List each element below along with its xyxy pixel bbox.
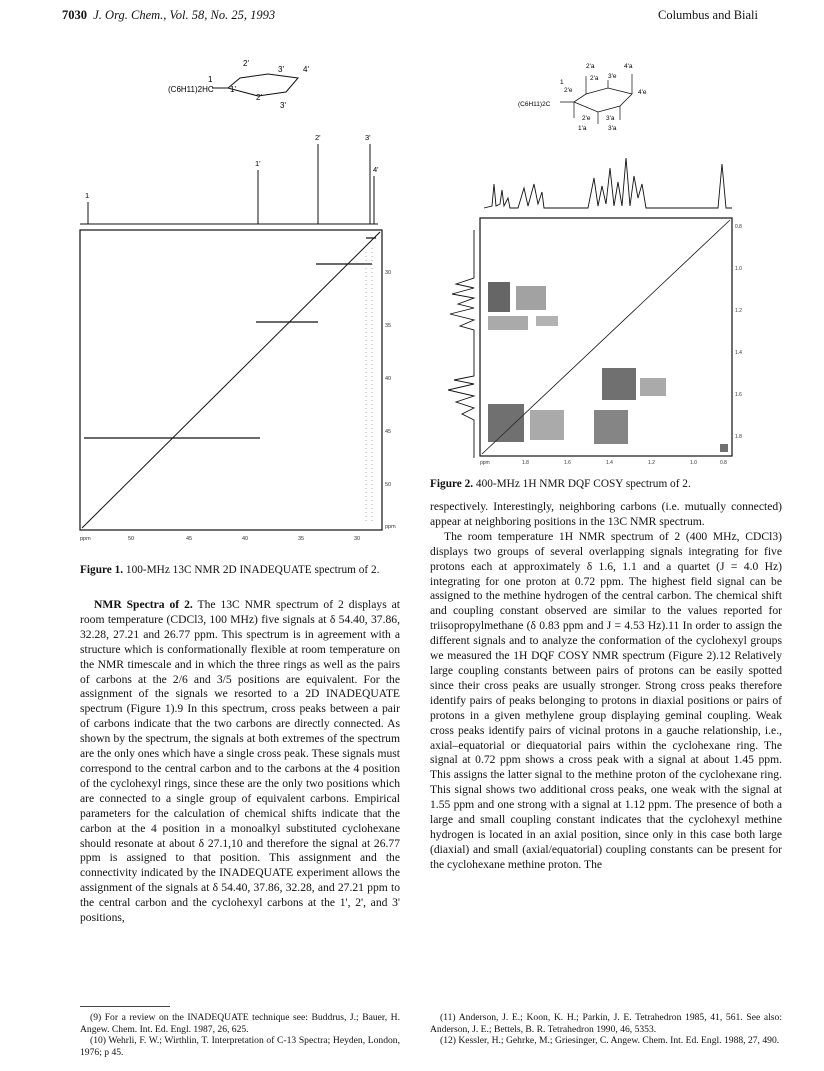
cross-peak-cluster (594, 410, 628, 444)
y-tick: 30 (385, 270, 392, 276)
right-column-text (430, 500, 782, 873)
y-tick: 40 (385, 376, 392, 382)
structure-label-4p: 4' (303, 65, 309, 74)
left-paragraph-1: The 13C NMR spectrum of 2 displays at room temperature (CDCl3, 100 MHz) five signals at δ 54.40, 37.86, 32.28, 27.21 and 26.77 ppm. This spectrum is in agreement with a structure which is conformationally flexible at room temperature on the NMR timescale and in which the three rings as well as the pairs of carbons at the 2/6 and 3/5 positions are equivalent. For the assignment of the signals we resorted to a 2D INADEQUATE spectrum (Figure 1).9 In this spectrum, cross peaks between a pair of carbons indicate that the two carbons are directly connected. As shown by the spectrum, the signals at both extremes of the spectrum are the only ones which have a single cross peak. These signals must correspond to the central carbon and to the carbons at the 4 position of the cyclohexyl rings, since these are the only two positions which are connected to a single group of equivalent carbons. Empirical parameters for the calculation of chemical shifts indicate that the carbon at the 4 position in a monoalkyl substituted cyclohexane should resonate at about δ 27.1,10 and therefore the signal at 26.77 ppm is assigned to that position. This assignment and the connectivity indicated by the INADEQUATE experiment allows the assignment of the signals at δ 54.40, 37.86, 32.28, and 27.21 ppm to the central carbon and the cyclohexyl carbons at the 1', 2', and 3' positions, (80, 598, 400, 925)
figure2-top-projection (484, 158, 732, 208)
cross-peak-cluster (720, 444, 728, 452)
figure1-caption-text: 100-MHz 13C NMR 2D INADEQUATE spectrum of 2. (125, 564, 380, 576)
figure2-cosy-spectrum (448, 58, 778, 468)
structure-label: 4'a (624, 63, 633, 70)
x-tick: 1.0 (690, 460, 697, 466)
structure-label: 1'a (578, 125, 587, 132)
figure2-cross-peak-clusters (488, 282, 728, 452)
x-tick: 50 (128, 536, 135, 542)
footnote-10: (10) Wehrli, F. W.; Wirthlin, T. Interpretation of C-13 Spectra; Heyden, London, 1976; p 45. (80, 1035, 400, 1058)
figure1-inadequate-spectrum (60, 52, 400, 552)
peak-label-2p: 2' (315, 133, 321, 142)
figure1-structure (168, 59, 309, 110)
figure1-x-axis (80, 536, 360, 542)
y-tick: 1.0 (735, 266, 742, 272)
y-tick: 0.8 (735, 224, 742, 230)
y-tick: 1.4 (735, 350, 742, 356)
y-tick: 50 (385, 482, 392, 488)
figure2-x-axis (480, 460, 727, 466)
cross-peak-cluster (530, 410, 564, 440)
x-tick: 1.6 (564, 460, 571, 466)
x-tick: 1.2 (648, 460, 655, 466)
x-tick: 40 (242, 536, 249, 542)
structure-label: 3'a (606, 115, 615, 122)
figure1-noise-columns (366, 248, 372, 522)
x-tick: 30 (354, 536, 361, 542)
x-tick: ppm (80, 536, 91, 542)
page-header-authors: Columbus and Biali (658, 8, 758, 22)
figure1-caption (80, 563, 398, 577)
cross-peak-cluster (640, 378, 666, 396)
figure2-caption-text: 400-MHz 1H NMR DQF COSY spectrum of 2. (475, 478, 691, 490)
structure-label-3p-top: 3' (278, 65, 284, 74)
page-header-left (62, 8, 275, 23)
cross-peak-cluster (536, 316, 558, 326)
structure-group-label: (C6H11)2HC (168, 85, 214, 94)
structure-label: 3'e (608, 73, 617, 80)
footnote-rule-left (80, 1006, 170, 1007)
right-paragraph-1: respectively. Interestingly, neighboring carbons (i.e. mutually connected) appear at neighboring positions in the 13C NMR spectrum. (430, 500, 782, 528)
x-tick: 45 (186, 536, 193, 542)
structure-label: 2'a (590, 75, 599, 82)
x-tick: 0.8 (720, 460, 727, 466)
cross-peak-cluster (488, 282, 510, 312)
section-heading: NMR Spectra of 2. (94, 598, 193, 611)
structure-label-3p-bot: 3' (280, 101, 286, 110)
structure-label: 2'e (582, 115, 591, 122)
right-paragraph-2: The room temperature 1H NMR spectrum of 2 (400 MHz, CDCl3) displays two groups of several overlapping signals integrating for five protons each at approximately δ 1.6, 1.1 and a quartet (J = 4.0 Hz) integrating for one proton at 0.72 ppm. The highest field signal can be assigned to the methine hydrogen of the central carbon. The chemical shift and coupling constant observed are similar to the values reported for triisopropylmethane (δ 0.83 ppm and J = 4.53 Hz).11 In order to assign the different signals and to analyze the conformation of the cyclohexyl groups we measured the 1H DQF COSY NMR spectrum (Figure 2).12 Relatively large coupling constants between pairs of protons can be easily spotted since their cross peaks are usually stronger. Strong cross peaks therefore identify pairs of peaks belonging to protons in diaxial positions or pairs of protons in a given methylene group displaying geminal coupling. Weak cross peaks identify pairs of vicinal protons in a gauche relationship, i.e., axial–equatorial or diequatorial pairs within the cyclohexane ring. The signal at 0.72 ppm shows a cross peak with a signal at about 1.45 ppm. This assigns the latter signal to the methine proton of the cyclohexane ring. This signal shows two additional cross peaks, one weak with the signal at 1.55 ppm and one strong with a signal at 1.12 ppm. The presence of both a large and small coupling constant indicates that the cyclohexyl methine hydrogen is located in an axial position, since only in this case both large (diaxial) and small (axial/equatorial) coupling constants can be present for the cyclohexane methine proton. The (430, 529, 782, 871)
cyclohexane-ring-sketch (212, 74, 298, 96)
structure-group-label: (C6H11)2C (518, 101, 551, 108)
x-tick: 35 (298, 536, 305, 542)
figure1-1d-projection (80, 144, 378, 224)
footnotes-right (430, 1012, 782, 1047)
footnote-9: (9) For a review on the INADEQUATE technique see: Buddrus, J.; Bauer, H. Angew. Chem. Int. Ed. Engl. 1987, 26, 625. (80, 1012, 400, 1035)
peak-label-4p: 4' (373, 165, 379, 174)
figure2-left-projection (448, 230, 474, 458)
structure-label: 3'a (608, 125, 617, 132)
figure1-y-axis (385, 270, 396, 530)
x-tick: 1.8 (522, 460, 529, 466)
structure-label: 1 (560, 79, 564, 86)
y-tick: 1.6 (735, 392, 742, 398)
figure2-caption-label: Figure 2. (430, 478, 474, 490)
peak-label-3p: 3' (365, 133, 371, 142)
y-tick: ppm (385, 524, 396, 530)
structure-label-1p: 1' (230, 85, 236, 94)
cross-peak-cluster (488, 404, 524, 442)
figure1-double-quantum-diagonal (82, 232, 380, 528)
cross-peak-cluster (602, 368, 636, 400)
peak-label-1p: 1' (255, 159, 261, 168)
y-tick: 45 (385, 429, 392, 435)
footnote-12: (12) Kessler, H.; Gehrke, M.; Griesinger, C. Angew. Chem. Int. Ed. Engl. 1988, 27, 490. (440, 1035, 780, 1047)
journal-citation: J. Org. Chem., Vol. 58, No. 25, 1993 (93, 8, 276, 22)
y-tick: 1.8 (735, 434, 742, 440)
cross-peak-cluster (516, 286, 546, 310)
x-tick: ppm (480, 460, 490, 466)
figure1-caption-label: Figure 1. (80, 564, 124, 576)
structure-label: 2'a (586, 63, 595, 70)
figure2-y-axis (735, 224, 742, 440)
y-tick: 35 (385, 323, 392, 329)
figure1-peak-labels (85, 133, 379, 200)
footnotes-left (80, 1012, 400, 1058)
structure-label-1: 1 (208, 75, 213, 84)
y-tick: 1.2 (735, 308, 742, 314)
footnote-11: (11) Anderson, J. E.; Koon, K. H.; Parkin, J. E. Tetrahedron 1985, 41, 561. See also: Anderson, J. E.; Bettels, B. R. Tetrahedron 1990, 46, 5353. (430, 1012, 782, 1035)
structure-label-2p-bot: 2' (256, 93, 262, 102)
peak-label-1: 1 (85, 191, 90, 200)
structure-label-2p-top: 2' (243, 59, 249, 68)
cross-peak-cluster (488, 316, 528, 330)
page-number: 7030 (62, 8, 87, 22)
x-tick: 1.4 (606, 460, 613, 466)
figure2-structure (518, 63, 647, 132)
structure-label: 4'e (638, 89, 647, 96)
structure-label: 2'e (564, 87, 573, 94)
figure2-caption (430, 477, 780, 491)
left-column-text (80, 598, 400, 926)
